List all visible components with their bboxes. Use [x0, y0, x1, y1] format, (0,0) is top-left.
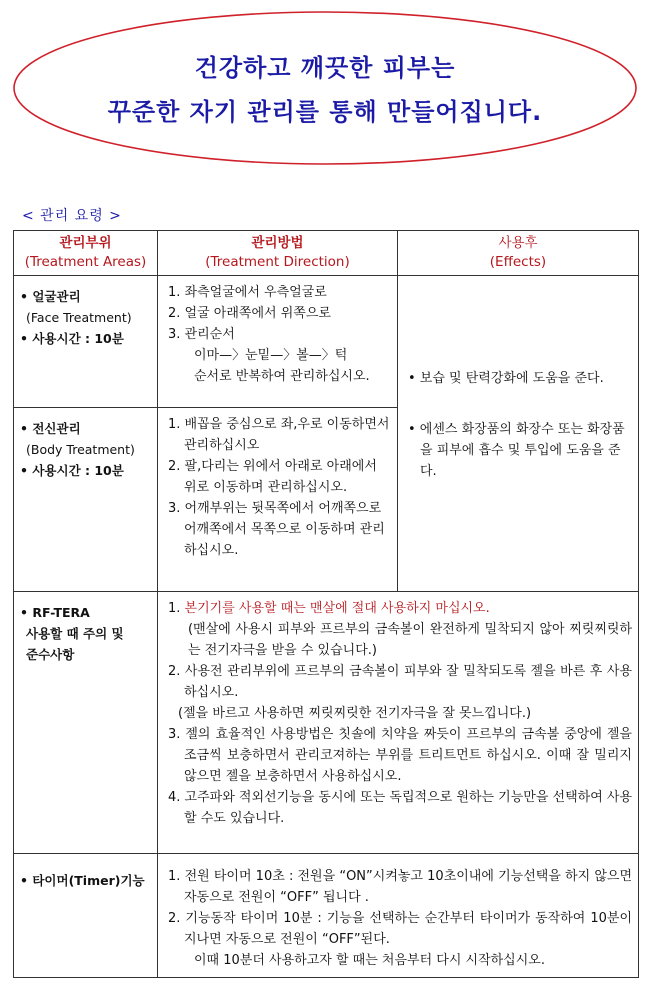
effects-list	[408, 368, 630, 482]
face-step-3-detail-1: 이마—〉눈밑—〉볼—〉턱	[194, 348, 348, 363]
face-area-cell	[14, 276, 158, 408]
face-direction-cell	[158, 276, 398, 408]
rftera-area-cell	[14, 592, 158, 854]
header-effects-en: (Effects)	[489, 254, 547, 270]
effect-2: • 에센스 화장품의 화장수 또는 화장품을 피부에 흡수 및 투입에 도움을 준다.	[408, 421, 625, 479]
header-effects-ko: 사용후	[498, 235, 538, 251]
body-area-en: (Body Treatment)	[26, 442, 135, 457]
effect-1: • 보습 및 탄력강화에 도움을 준다.	[408, 370, 604, 386]
timer-direction-cell	[158, 854, 639, 978]
face-step-3: 3. 관리순서	[168, 327, 235, 342]
face-area-time: • 사용시간 : 10분	[20, 331, 124, 346]
effects-cell	[398, 276, 639, 592]
timer-area-cell	[14, 854, 158, 978]
body-step-2: 2. 팔,다리는 위에서 아래로 아래에서 위로 이동하며 관리하십시오.	[168, 459, 377, 495]
table-header-row	[14, 231, 639, 276]
banner-line-2: 꾸준한 자기 관리를 통해 만들어집니다.	[107, 98, 543, 126]
rftera-warning: 본기기를 사용할 때는 맨살에 절대 사용하지 마십시오.	[184, 601, 490, 616]
face-area-title: • 얼굴관리	[20, 289, 81, 304]
face-step-1: 1. 좌측얼굴에서 우측얼굴로	[168, 285, 327, 300]
rftera-step-1-num: 1.	[168, 601, 181, 616]
timer-steps	[158, 854, 638, 975]
header-areas-en: (Treatment Areas)	[24, 254, 147, 270]
timer-step-2: 2. 기능동작 타이머 10분 : 기능을 선택하는 순간부터 타이머가 동작하여 10분이 지나면 자동으로 전원이 “OFF”된다.	[168, 911, 632, 947]
timer-step-2-note: 이때 10분더 사용하고자 할 때는 처음부터 다시 시작하십시오.	[194, 953, 545, 968]
header-areas	[14, 231, 158, 276]
header-direction-en: (Treatment Direction)	[205, 254, 350, 270]
rftera-area-title: • RF-TERA	[20, 605, 90, 620]
face-step-3-detail-2: 순서로 반복하여 관리하십시오.	[194, 369, 370, 384]
treatment-table	[13, 230, 639, 978]
body-area-title: • 전신관리	[20, 421, 81, 436]
body-step-3: 3. 어깨부위는 뒷목쪽에서 어깨쪽으로 어깨쪽에서 목쪽으로 이동하며 관리하십시오.	[168, 501, 385, 558]
body-direction-cell	[158, 408, 398, 592]
banner	[10, 8, 640, 168]
rftera-step-4: 4. 고주파와 적외선기능을 동시에 또는 독립적으로 원하는 기능만을 선택하여 사용할 수도 있습니다.	[168, 790, 633, 826]
table-row-timer	[14, 854, 639, 978]
body-steps	[158, 408, 397, 565]
timer-area-title: • 타이머(Timer)기능	[20, 873, 145, 888]
body-area-cell	[14, 408, 158, 592]
rftera-step-1	[168, 598, 632, 619]
body-area-time: • 사용시간 : 10분	[20, 463, 124, 478]
header-areas-ko: 관리부위	[59, 235, 112, 251]
banner-line-1: 건강하고 깨끗한 피부는	[194, 54, 456, 82]
section-title: < 관리 요령 >	[22, 208, 122, 224]
face-steps	[158, 276, 397, 391]
rftera-direction-cell	[158, 592, 639, 854]
header-effects	[398, 231, 639, 276]
rftera-step-2-note: (젤을 바르고 사용하면 찌릿찌릿한 전기자극을 잘 못느낍니다.)	[178, 706, 532, 721]
header-direction	[158, 231, 398, 276]
rftera-step-2: 2. 사용전 관리부위에 프르부의 금속볼이 피부와 잘 밀착되도록 젤을 바른 후 사용하십시오.	[168, 664, 632, 700]
rftera-area-sub2: 준수사항	[26, 647, 75, 662]
rftera-step-1-note: (맨살에 사용시 피부와 프르부의 금속볼이 완전하게 밀착되지 않아 찌릿찌릿하는 전기자극을 받을 수 있습니다.)	[188, 622, 632, 658]
rftera-steps	[158, 592, 638, 833]
table-row-rftera	[14, 592, 639, 854]
face-step-2: 2. 얼굴 아래쪽에서 위쪽으로	[168, 306, 331, 321]
rftera-step-3: 3. 젤의 효율적인 사용방법은 칫솔에 치약을 짜듯이 프르부의 금속볼 중앙에 젤을 조금씩 보충하면서 관리코져하는 부위를 트리트먼트 하십시오. 이때 잘 밀리지 않으면 젤을 보충하면서 사용하십시오.	[168, 727, 632, 784]
header-direction-ko: 관리방법	[251, 235, 304, 251]
body-step-1: 1. 배꼽을 중심으로 좌,우로 이동하면서 관리하십시오	[168, 417, 390, 453]
banner-text	[10, 46, 640, 134]
rftera-area-sub1: 사용할 때 주의 및	[26, 626, 124, 641]
timer-step-1: 1. 전원 타이머 10초 : 전원을 “ON”시켜놓고 10초이내에 기능선택을 하지 않으면 자동으로 전원이 “OFF” 됩니다 .	[168, 869, 632, 905]
table-row-face	[14, 276, 639, 408]
face-area-en: (Face Treatment)	[26, 310, 132, 325]
